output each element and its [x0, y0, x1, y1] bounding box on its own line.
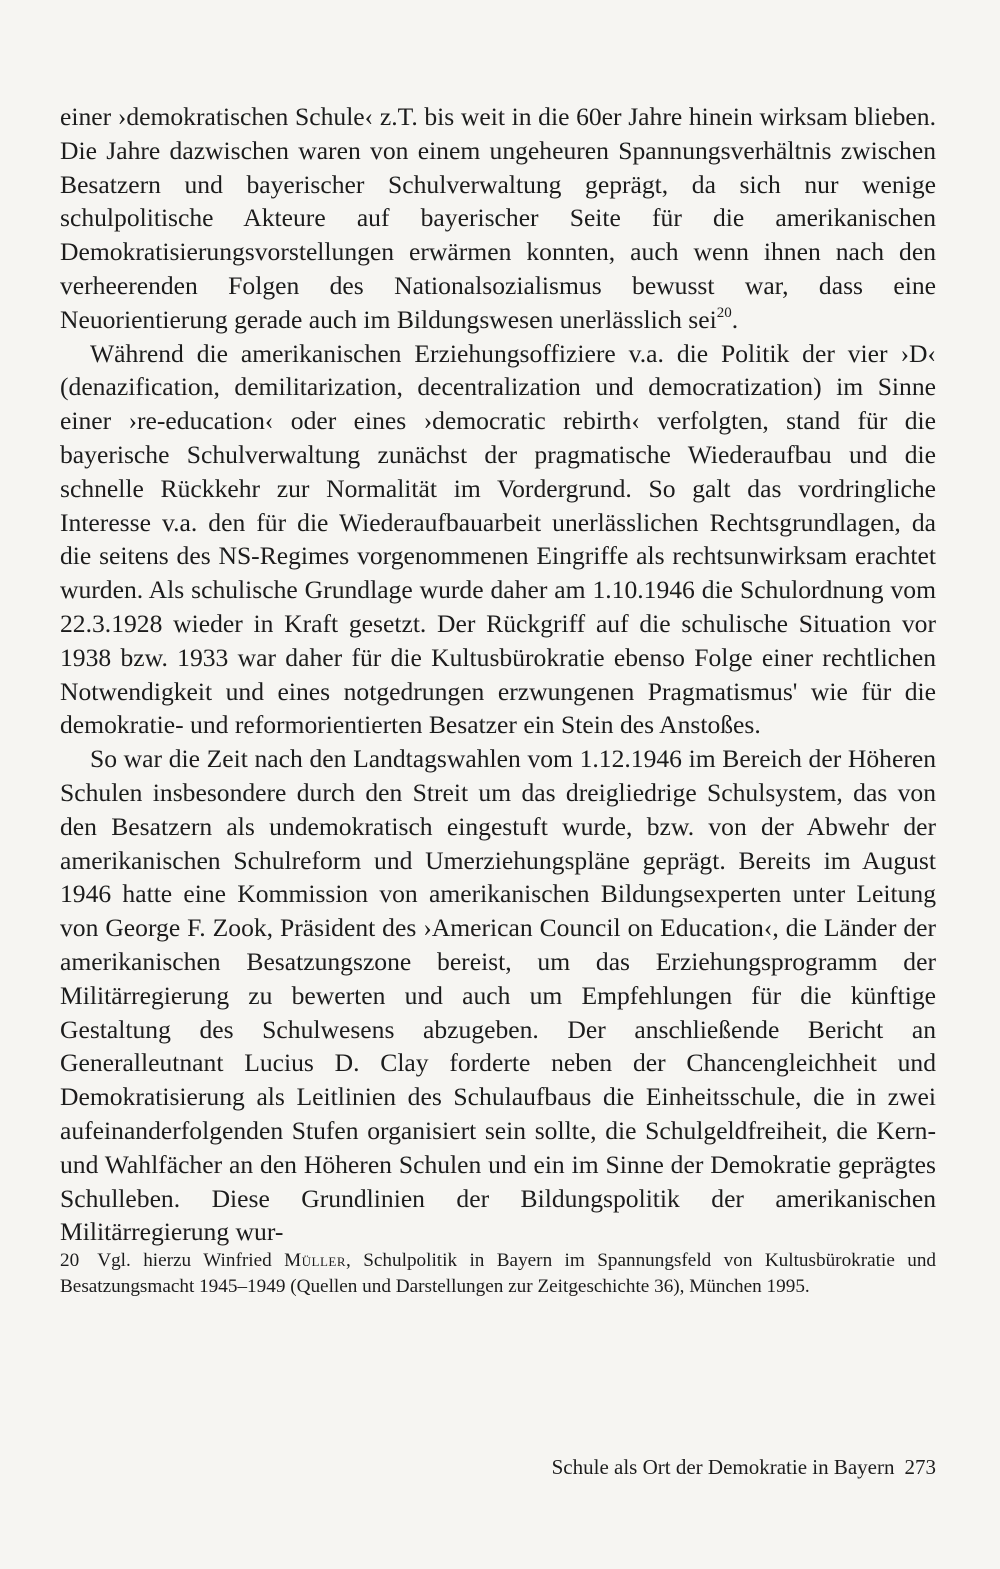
running-title: Schule als Ort der Demokratie in Bayern — [551, 1455, 895, 1479]
paragraph-1-text: einer ›demokratischen Schule‹ z.T. bis weit in die 60er Jahre hinein wirksam blieben. Die Jahre dazwischen waren von einem ungeheuren Spannungsverhältnis zwischen Besatzern und bayerischer Schulverwaltung geprägt, da sich nur wenige schulpolitische Akteure auf bayerischer Seite für die amerikanischen Demokratisierungsvorstellungen erwärmen konnten, auch wenn ihnen nach den verheerenden Folgen des Nationalsozialismus bewusst war, dass eine Neuorientierung gerade auch im Bildungswesen unerlässlich sei — [60, 102, 936, 334]
footnote-number: 20 — [60, 1250, 80, 1271]
footnote-reference: 20 — [716, 304, 732, 321]
running-footer — [552, 1454, 936, 1480]
footnote-text-after: , Schulpolitik in Bayern im Spannungsfeld von Kultusbürokratie und Besatzungsmacht 1945–1949 (Quellen und Darstellungen zur Zeitgeschichte 36), München 1995. — [60, 1250, 937, 1297]
paragraph-2: Während die amerikanischen Erziehungsoffiziere v.a. die Politik der vier ›D‹ (denazification, demilitarization, decentralization und democratization) im Sinne einer ›re-education‹ oder eines ›democratic rebirth‹ verfolgten, stand für die bayerische Schulverwaltung zunächst der pragmatische Wiederaufbau und die schnelle Rückkehr zur Normalität im Vordergrund. So galt das vordringliche Interesse v.a. den für die Wiederaufbauarbeit unerlässlichen Rechtsgrundlagen, da die seitens des NS-Regimes vorgenommenen Eingriffe als rechtsunwirksam erachtet wurden. Als schulische Grundlage wurde daher am 1.10.1946 die Schulordnung vom 22.3.1928 wieder in Kraft gesetzt. Der Rückgriff auf die schulische Situation vor 1938 bzw. 1933 war daher für die Kultusbürokratie ebenso Folge einer rechtlichen Notwendigkeit und eines notgedrungen erzwungenen Pragmatismus' wie für die demokratie- und reformorientierten Besatzer ein Stein des Anstoßes. — [60, 338, 936, 740]
main-text — [60, 100, 936, 1249]
paragraph-1 — [60, 100, 936, 337]
footnote — [60, 1248, 936, 1300]
page-number: 273 — [904, 1455, 936, 1479]
footnote-author: Müller — [284, 1250, 347, 1271]
book-page — [60, 100, 936, 1500]
footnote-text-before: Vgl. hierzu Winfried — [97, 1250, 272, 1271]
paragraph-1-end: . — [731, 304, 739, 334]
paragraph-3: So war die Zeit nach den Landtagswahlen vom 1.12.1946 im Bereich der Höheren Schulen insbesondere durch den Streit um das dreigliedrige Schulsystem, das von den Besatzern als undemokratisch eingestuft wurde, bzw. von der Abwehr der amerikanischen Schulreform und Umerziehungspläne geprägt. Bereits im August 1946 hatte eine Kommission von amerikanischen Bildungsexperten unter Leitung von George F. Zook, Präsident des ›American Council on Education‹, die Länder der amerikanischen Besatzungszone bereist, um das Erziehungsprogramm der Militärregierung zu bewerten und auch um Empfehlungen für die künftige Gestaltung des Schulwesens abzugeben. Der anschließende Bericht an Generalleutnant Lucius D. Clay forderte neben der Chancengleichheit und Demokratisierung als Leitlinien des Schulaufbaus die Einheitsschule, die in zwei aufeinanderfolgenden Stufen organisiert sein sollte, die Schulgeldfreiheit, die Kern- und Wahlfächer an den Höheren Schulen und ein im Sinne der Demokratie geprägtes Schulleben. Diese Grundlinien der Bildungspolitik der amerikanischen Militärregierung wur- — [60, 744, 936, 1247]
